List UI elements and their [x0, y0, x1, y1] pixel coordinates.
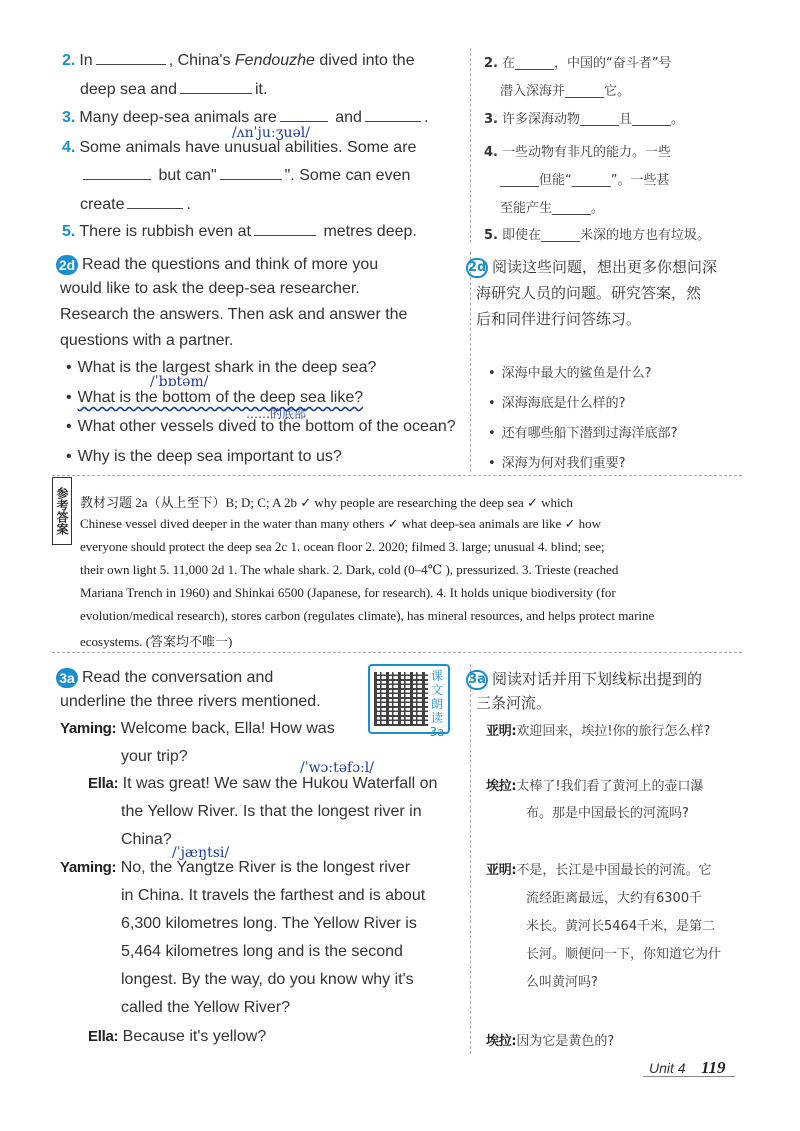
column-divider	[470, 252, 471, 472]
section-2d-instruction-line2: would like to ask the deep-sea researcher.	[60, 280, 360, 297]
exercise-5: 5. There is rubbish even at metres deep.	[62, 223, 417, 240]
exercise-4-line1: 4. Some animals have unusual abilities. Some are	[62, 139, 417, 156]
zh-exercise-4-line1: 4. 一些动物有非凡的能力。一些	[484, 145, 671, 160]
dialogue-yaming-1: Yaming: Welcome back, Ella! How was	[60, 720, 335, 737]
dialogue-yaming-2-cont4: longest. By the way, do you know why it's	[121, 971, 414, 988]
phonetic-bottom: /ˈbɒtəm/	[150, 374, 209, 390]
answer-key-line-6: evolution/medical research), stores carbon (regulates climate), has mineral resources, and helps protect marine	[80, 608, 655, 623]
answer-blank[interactable]	[365, 121, 421, 122]
section-badge-3a: 3a	[56, 668, 78, 688]
zh-section-2d-instruction-line3: 后和同伴进行问答练习。	[476, 310, 642, 328]
qr-code-audio[interactable]	[368, 664, 450, 739]
question-4: • Why is the deep sea important to us?	[66, 448, 342, 465]
zh-section-3a-instruction-line2: 三条河流。	[476, 694, 552, 712]
section-2d-instruction-line1: 2d Read the questions and think of more you	[56, 255, 378, 275]
answer-blank[interactable]	[254, 235, 316, 236]
zh-dialogue-yaming-2: 亚明:不是，长江是中国最长的河流。它	[486, 863, 712, 878]
exercise-2-line2: deep sea and it.	[80, 81, 268, 98]
unit-label: Unit 4	[649, 1060, 686, 1076]
question-3: • What other vessels dived to the bottom of the ocean?	[66, 418, 456, 435]
dialogue-yaming-2: Yaming: No, the Yangtze River is the longest river	[60, 859, 411, 876]
question-1: • What is the largest shark in the deep sea?	[66, 359, 377, 376]
zh-exercise-4-line2: ______但能“______”。一些甚	[500, 173, 670, 188]
zh-dialogue-ella-1-cont: 布。那是中国最长的河流吗?	[526, 806, 689, 821]
section-2d-instruction-line3: Research the answers. Then ask and answer the	[60, 306, 408, 323]
exercise-4-line3: create .	[80, 196, 191, 213]
dialogue-ella-1: Ella: It was great! We saw the Hukou Waterfall on	[88, 775, 438, 792]
answer-blank[interactable]	[280, 121, 328, 122]
answer-blank[interactable]	[96, 64, 166, 65]
dialogue-yaming-2-cont2: 6,300 kilometres long. The Yellow River is	[121, 915, 417, 932]
dialogue-ella-2: Ella: Because it's yellow?	[88, 1028, 267, 1045]
exercise-2-line1: 2. In , China's Fendouzhe dived into the	[62, 52, 415, 69]
zh-exercise-2-line2: 潜入深海并______它。	[500, 84, 631, 99]
exercise-4-line2: but can" ". Some can even	[80, 167, 410, 185]
zh-dialogue-ella-2: 埃拉:因为它是黄色的?	[486, 1034, 615, 1049]
zh-dialogue-yaming-2-cont3: 长河。顺便问一下，你知道它为什	[526, 947, 722, 962]
column-divider	[470, 48, 471, 243]
zh-exercise-5: 5. 即使在______米深的地方也有垃圾。	[484, 228, 710, 243]
zh-exercise-3: 3. 许多深海动物______且______。	[484, 112, 684, 127]
dialogue-ella-1-cont1: the Yellow River. Is that the longest river in	[121, 803, 422, 820]
zh-section-2d-instruction-line2: 海研究人员的问题。研究答案，然	[476, 284, 702, 302]
zh-exercise-2-line1: 2. 在______，中国的“奋斗者”号	[484, 56, 672, 71]
phonetic-waterfall: /ˈwɔːtəfɔːl/	[300, 760, 374, 776]
section-badge-3a-outline: 3a	[466, 670, 488, 690]
qr-label: 课文朗读3a	[429, 669, 445, 739]
answer-key-line-2: Chinese vessel dived deeper in the water than many others ✓ what deep-sea animals are like ✓ how	[80, 516, 602, 531]
zh-dialogue-yaming-2-cont4: 么叫黄河吗?	[526, 975, 598, 990]
zh-dialogue-yaming-1: 亚明:欢迎回来，埃拉!你的旅行怎么样?	[486, 724, 711, 739]
zh-dialogue-ella-1: 埃拉:太棒了!我们看了黄河上的壶口瀑	[486, 779, 704, 794]
question-2: • What is the bottom of the deep sea like?	[66, 389, 364, 406]
answer-key-line-7: ecosystems. (答案均不唯一)	[80, 634, 233, 649]
dialogue-yaming-2-cont3: 5,464 kilometres long and is the second	[121, 943, 403, 960]
section-3a-instruction-line1: 3a Read the conversation and	[56, 668, 273, 688]
column-divider	[470, 664, 471, 1054]
answer-key-line-5: Mariana Trench in 1960) and Shinkai 6500 (Japanese, for research). 4. It holds unique biodiversity (for	[80, 585, 616, 600]
zh-section-2d-instruction-line1: 2d 阅读这些问题，想出更多你想问深	[468, 258, 718, 276]
answer-blank[interactable]	[180, 93, 252, 94]
answer-key-line-4: their own light 5. 11,000 2d 1. The whale shark. 2. Dark, cold (0–4℃ ), pressurized. 3. Trieste (reached	[80, 562, 619, 577]
exercise-3: 3. Many deep-sea animals are and .	[62, 109, 429, 126]
answer-key-tag: 参考答案	[52, 477, 72, 545]
section-badge-2d: 2d	[56, 255, 78, 275]
zh-dialogue-yaming-2-cont1: 流经距离最远，大约有6300千	[526, 891, 703, 906]
zh-question-2: • 深海海底是什么样的?	[488, 396, 626, 411]
zh-question-4: • 深海为何对我们重要?	[488, 456, 626, 471]
answer-blank[interactable]	[220, 179, 282, 180]
section-2d-instruction-line4: questions with a partner.	[60, 332, 234, 349]
answer-blank[interactable]	[83, 179, 151, 180]
answer-key-line-3: everyone should protect the deep sea 2c 1. ocean floor 2. 2020; filmed 3. large; unusual 4. blind; see;	[80, 539, 605, 554]
dialogue-ella-1-cont2: China?	[121, 831, 172, 848]
dialogue-yaming-1-cont: your trip?	[121, 748, 188, 765]
answer-key-top-border	[52, 475, 742, 476]
page-number: 119	[701, 1058, 726, 1077]
dialogue-yaming-2-cont1: in China. It travels the farthest and is about	[121, 887, 426, 904]
phonetic-yangtze: /ˈjæŋtsi/	[172, 845, 230, 861]
zh-question-1: • 深海中最大的鲨鱼是什么?	[488, 366, 652, 381]
zh-dialogue-yaming-2-cont2: 米长。黄河长5464千米，是第二	[526, 919, 716, 934]
answer-key-bottom-border	[52, 652, 742, 653]
zh-question-3: • 还有哪些船下潜到过海洋底部?	[488, 426, 678, 441]
section-3a-instruction-line2: underline the three rivers mentioned.	[60, 693, 321, 710]
page-footer	[643, 1058, 735, 1084]
section-badge-2d-outline: 2d	[466, 258, 488, 278]
answer-key-line-1: 教材习题 2a（从上至下）B; D; C; A 2b ✓ why people are researching the deep sea ✓ which	[80, 495, 573, 510]
zh-exercise-4-line3: 至能产生______。	[500, 201, 605, 216]
phonetic-unusual: /ʌnˈjuːʒuəl/	[232, 125, 310, 141]
dialogue-yaming-2-cont5: called the Yellow River?	[121, 999, 290, 1016]
note-bottom: ……的底部	[246, 407, 307, 421]
answer-blank[interactable]	[127, 208, 183, 209]
qr-code-icon	[374, 672, 428, 726]
zh-section-3a-instruction-line1: 3a 阅读对话并用下划线标出提到的	[466, 668, 702, 690]
